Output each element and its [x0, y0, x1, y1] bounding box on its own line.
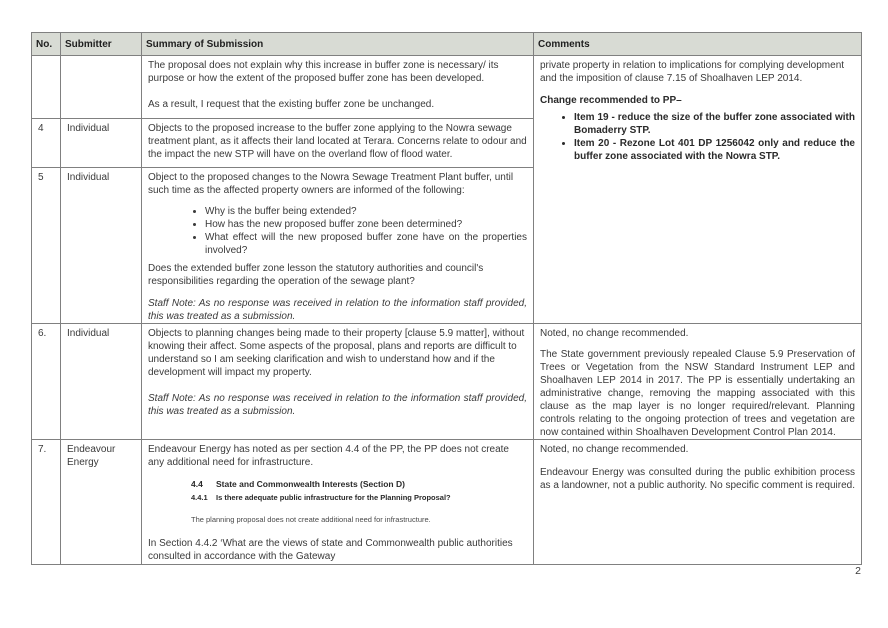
- submission-bullet-item: • How has the new proposed buffer zone been determined?: [205, 218, 527, 231]
- summary-paragraph: As a result, I request that the existing buffer zone be unchanged.: [148, 99, 435, 110]
- summary-paragraph: Does the extended buffer zone lesson the statutory authorities and council's responsibilities regarding the operation of the sewage plant?: [148, 263, 484, 287]
- quote-heading-2: [191, 493, 527, 503]
- comment-bullet-item: • Item 19 - reduce the size of the buffer zone associated with Bomaderry STP.: [574, 111, 855, 137]
- cell-no: [32, 56, 61, 119]
- cell-submitter: Individual: [61, 168, 142, 324]
- column-header-summary: Summary of Submission: [142, 33, 534, 56]
- quote-body: The planning proposal does not create additional need for infrastructure.: [191, 515, 431, 524]
- comment-heading: Change recommended to PP–: [540, 95, 682, 106]
- cell-submitter: Endeavour Energy: [61, 440, 142, 565]
- quote-heading-2-number: 4.4.1: [191, 493, 208, 502]
- summary-paragraph: The proposal does not explain why this increase in buffer zone is necessary/ its purpose or how the extent of the proposed buffer zone has been developed.: [148, 60, 499, 84]
- cell-submitter: [61, 56, 142, 119]
- cell-submitter: Individual: [61, 324, 142, 440]
- comment-paragraph: private property in relation to implications for complying development and the imposition of clause 7.15 of Shoalhaven LEP 2014.: [540, 60, 845, 84]
- comment-bullet-item: • Item 20 - Rezone Lot 401 DP 1256042 only and reduce the buffer zone associated with the Nowra STP.: [574, 137, 855, 163]
- cell-summary: [142, 168, 534, 324]
- submission-bullet-item: • Why is the buffer being extended?: [205, 205, 527, 218]
- summary-paragraph: Endeavour Energy has noted as per section 4.4 of the PP, the PP does not create any additional need for infrastructure.: [148, 444, 509, 468]
- quote-heading-1-number: 4.4: [191, 479, 203, 489]
- document-page: [31, 32, 861, 565]
- summary-paragraph: Object to the proposed changes to the Nowra Sewage Treatment Plant buffer, until such time as the affected property owners are informed of the following:: [148, 172, 514, 196]
- cell-comments: [534, 56, 862, 324]
- comment-paragraph: Noted, no change recommended.: [540, 444, 689, 455]
- quote-heading-1: [191, 479, 527, 490]
- submissions-table: [31, 32, 862, 565]
- quoted-pp-extract: [191, 479, 527, 525]
- quote-heading-2-text: Is there adequate public infrastructure for the Planning Proposal?: [216, 493, 451, 502]
- cell-comments: [534, 324, 862, 440]
- column-header-comments: Comments: [534, 33, 862, 56]
- comment-paragraph: Endeavour Energy was consulted during the public exhibition process as a landowner, not a public authority. No specific comment is required.: [540, 467, 855, 491]
- cell-summary: [142, 324, 534, 440]
- page-number: 2: [855, 565, 861, 577]
- column-header-submitter: Submitter: [61, 33, 142, 56]
- cell-summary: [142, 119, 534, 168]
- column-header-no: No.: [32, 33, 61, 56]
- cell-no: 7.: [32, 440, 61, 565]
- cell-comments: [534, 440, 862, 565]
- comment-bullet-list: [540, 111, 855, 163]
- staff-note: Staff Note: As no response was received in relation to the information staff provided, this was treated as a submission.: [148, 393, 527, 417]
- submission-bullet-item: • What effect will the new proposed buffer zone have on the properties involved?: [205, 231, 527, 257]
- quote-heading-1-text: State and Commonwealth Interests (Section D): [216, 479, 405, 489]
- table-row-continuation: [32, 56, 862, 119]
- cell-submitter: Individual: [61, 119, 142, 168]
- table-header-row: [32, 33, 862, 56]
- cell-summary: [142, 440, 534, 565]
- staff-note: Staff Note: As no response was received in relation to the information staff provided, this was treated as a submission.: [148, 298, 527, 322]
- table-row-6: [32, 324, 862, 440]
- comment-paragraph: Noted, no change recommended.: [540, 328, 689, 339]
- cell-summary: [142, 56, 534, 119]
- summary-paragraph: In Section 4.4.2 ‘What are the views of state and Commonwealth public authorities consulted in accordance with the Gateway: [148, 538, 513, 562]
- comment-paragraph: The State government previously repealed Clause 5.9 Preservation of Trees or Vegetation from the NSW Standard Instrument LEP and Shoalhaven LEP 2014 in 2017. The PP is essentially undertaking an administrative change, removing the mapping associated with this clause as the map layer is no longer required/relevant. Planning controls relating to the ongoing protection of trees and vegetation are now contained within Shoalhaven Development Control Plan 2014.: [540, 349, 855, 438]
- cell-no: 4: [32, 119, 61, 168]
- table-row-7: [32, 440, 862, 565]
- summary-paragraph: Objects to the proposed increase to the buffer zone applying to the Nowra sewage treatment plant, as it affects their land located at Terara. Concerns relate to odour and the impact the new STP will have on the overland flow of flood water.: [148, 123, 527, 160]
- submission-bullet-list: [148, 205, 527, 257]
- cell-no: 5: [32, 168, 61, 324]
- summary-paragraph: Objects to planning changes being made to their property [clause 5.9 matter], without knowing their affect. Some aspects of the proposal, plans and reports are difficult to understand so I am seeking clarification and wish to understand how and if the development will impact my property.: [148, 328, 525, 378]
- cell-no: 6.: [32, 324, 61, 440]
